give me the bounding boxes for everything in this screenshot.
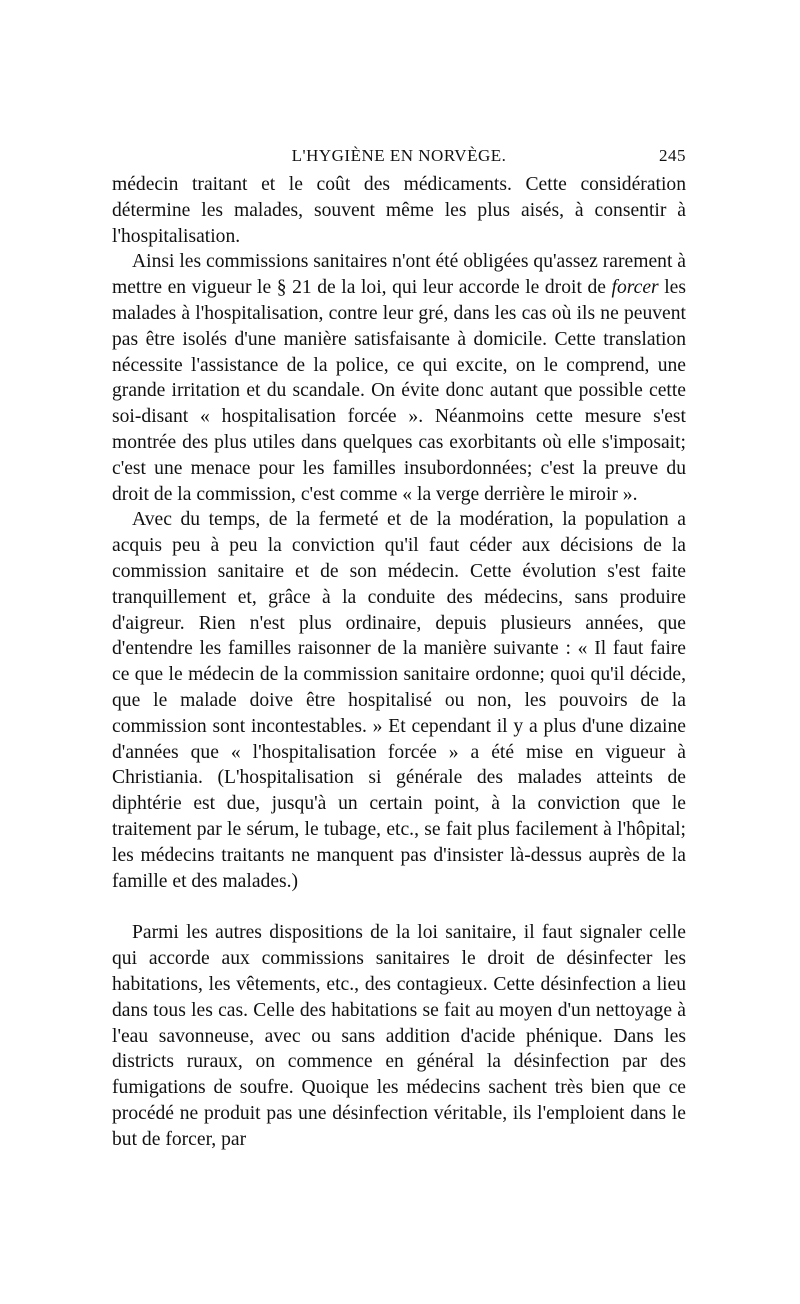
paragraph-2 [112, 249, 686, 507]
document-page [112, 146, 686, 1152]
running-title: L'HYGIÈNE EN NORVÈGE. [291, 146, 507, 165]
paragraph-2-part-2: les malades à l'hospitalisation, contre leur gré, dans les cas où ils ne peuvent pas être isolés d'une manière satisfaisante à domicile. Cette translation nécessite l'assistance de la police, ce qui excite, on le comprend, une grande irritation et du scandale. On évite donc autant que possible cette soi-disant « hospitalisation forcée ». Néanmoins cette mesure s'est montrée des plus utiles dans quelques cas exorbitants où elle s'imposait; c'est une menace pour les familles insubordonnées; c'est la preuve du droit de la commission, c'est comme « la verge derrière le miroir ». [112, 277, 686, 505]
section-gap [112, 894, 686, 920]
paragraph-2-italic-word: forcer [611, 277, 659, 299]
running-header [112, 146, 686, 172]
paragraph-4: Parmi les autres dispositions de la loi sanitaire, il faut signaler celle qui accorde aux commissions sanitaires le droit de désinfecter les habitations, les vêtements, etc., des contagieux. Cette désinfection a lieu dans tous les cas. Celle des habitations se fait au moyen d'un nettoyage à l'eau savonneuse, avec ou sans addition d'acide phénique. Dans les districts ruraux, on commence en général la désinfection par des fumigations de soufre. Quoique les médecins sachent très bien que ce procédé ne produit pas une désinfection véritable, ils l'emploient dans le but de forcer, par [112, 922, 686, 1150]
paragraph-2-part-1: Ainsi les commissions sanitaires n'ont été obligées qu'assez rarement à mettre en vigueur le § 21 de la loi, qui leur accorde le droit de [112, 251, 686, 299]
paragraph-1: médecin traitant et le coût des médicaments. Cette considération détermine les malades, souvent même les plus aisés, à consentir à l'hospitalisation. [112, 174, 686, 247]
paragraph-3: Avec du temps, de la fermeté et de la modération, la population a acquis peu à peu la conviction qu'il faut céder aux décisions de la commission sanitaire et de son médecin. Cette évolution s'est faite tranquillement et, grâce à la conduite des médecins, sans produire d'aigreur. Rien n'est plus ordinaire, depuis plusieurs années, que d'entendre les familles raisonner de la manière suivante : « Il faut faire ce que le médecin de la commission sanitaire ordonne; quoi qu'il décide, que le malade doive être hospitalisé ou non, les pouvoirs de la commission sont incontestables. » Et cependant il y a plus d'une dizaine d'années que « l'hospitalisation forcée » a été mise en vigueur à Christiania. (L'hospitalisation si générale des malades atteints de diphtérie est due, jusqu'à un certain point, à la conviction que le traitement par le sérum, le tubage, etc., se fait plus facilement à l'hôpital; les médecins traitants ne manquent pas d'insister là-dessus auprès de la famille et des malades.) [112, 509, 686, 892]
page-number: 245 [659, 146, 686, 165]
